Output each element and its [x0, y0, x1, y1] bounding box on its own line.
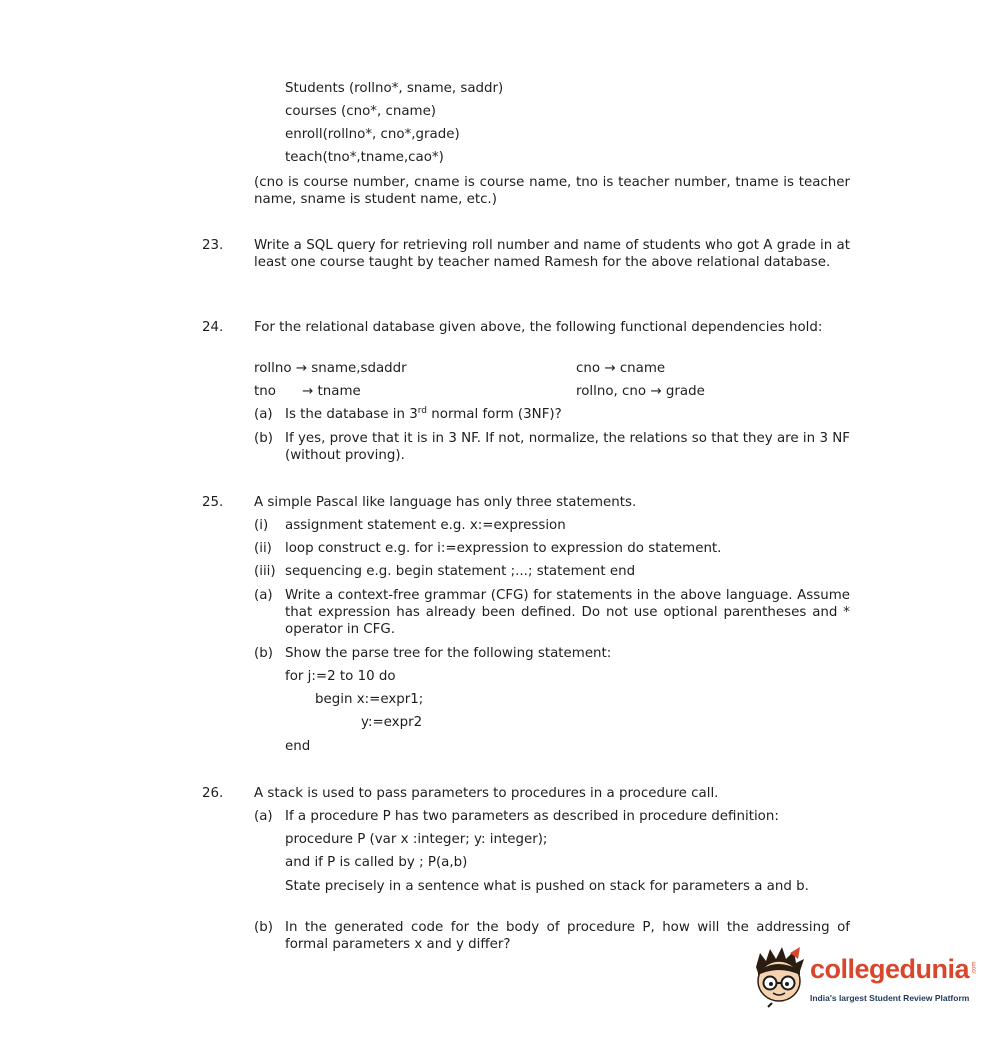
question-26-intro: A stack is used to pass parameters to procedures in a procedure call. — [254, 786, 719, 801]
code-line: begin x:=expr1; — [315, 692, 424, 707]
fd-2: cno → cname — [576, 361, 666, 376]
relation-teach: teach(tno*,tname,cao*) — [285, 150, 444, 165]
q26-b-text: In the generated code for the body of procedure P, how will the addressing of formal parameters x and y differ? — [285, 920, 850, 952]
q25-item-label: (i) — [254, 518, 269, 533]
relation-students: Students (rollno*, sname, saddr) — [285, 81, 504, 96]
q25-item-text: loop construct e.g. for i:=expression to expression do statement. — [285, 541, 722, 556]
question-25-intro: A simple Pascal like language has only three statements. — [254, 495, 637, 510]
q25-item-text: sequencing e.g. begin statement ;...; statement end — [285, 564, 636, 579]
arrow-icon: → — [302, 384, 314, 399]
fd-1: rollno → sname,sdaddr — [254, 361, 407, 376]
question-number: 24. — [202, 320, 224, 335]
brand-suffix: .com — [971, 961, 978, 975]
code-line: procedure P (var x :integer; y: integer); — [285, 832, 548, 847]
code-line: y:=expr2 — [361, 715, 423, 730]
code-line: and if P is called by ; P(a,b) — [285, 855, 468, 870]
q24-b-label: (b) — [254, 431, 273, 446]
arrow-icon: → — [650, 384, 662, 399]
arrow-icon: → — [604, 361, 616, 376]
q25-b-text: Show the parse tree for the following statement: — [285, 646, 612, 661]
code-line: end — [285, 739, 311, 754]
q26-b-label: (b) — [254, 920, 273, 935]
fd-4: rollno, cno → grade — [576, 384, 705, 399]
brand-name: collegedunia — [810, 954, 970, 984]
question-number: 25. — [202, 495, 224, 510]
q24-a-text: Is the database in 3rd normal form (3NF)? — [285, 406, 562, 422]
question-number: 26. — [202, 786, 224, 801]
fd-3: tno → tname — [254, 384, 361, 399]
q25-a-text: Write a context-free grammar (CFG) for statements in the above language. Assume that expression has already been defined. Do not use optional parentheses and * operator in CFG. — [285, 588, 850, 637]
relation-courses: courses (cno*, cname) — [285, 104, 437, 119]
q25-item-label: (ii) — [254, 541, 272, 556]
q24-b-text: If yes, prove that it is in 3 NF. If not, normalize, the relations so that they are in 3 NF (without proving). — [285, 431, 850, 463]
code-line: for j:=2 to 10 do — [285, 669, 396, 684]
mascot-icon — [750, 945, 808, 1015]
question-23-text: Write a SQL query for retrieving roll number and name of students who got A grade in at least one course taught by teacher named Ramesh for the above relational database. — [254, 238, 850, 270]
schema-note: (cno is course number, cname is course name, tno is teacher number, tname is teacher name, sname is student name, etc.) — [254, 175, 850, 207]
brand-tagline: India's largest Student Review Platform — [810, 993, 970, 1003]
q25-item-label: (iii) — [254, 564, 276, 579]
q25-item-text: assignment statement e.g. x:=expression — [285, 518, 566, 533]
question-number: 23. — [202, 238, 224, 253]
q26-a-text: If a procedure P has two parameters as described in procedure definition: — [285, 809, 779, 824]
q25-b-label: (b) — [254, 646, 273, 661]
q25-a-label: (a) — [254, 588, 273, 603]
relation-enroll: enroll(rollno*, cno*,grade) — [285, 127, 460, 142]
q26-a-label: (a) — [254, 809, 273, 824]
q26-a-state: State precisely in a sentence what is pushed on stack for parameters a and b. — [285, 879, 809, 894]
arrow-icon: → — [295, 361, 308, 376]
q24-a-label: (a) — [254, 407, 273, 422]
question-24-intro: For the relational database given above, the following functional dependencies hold: — [254, 320, 823, 335]
collegedunia-logo[interactable] — [750, 945, 990, 1015]
